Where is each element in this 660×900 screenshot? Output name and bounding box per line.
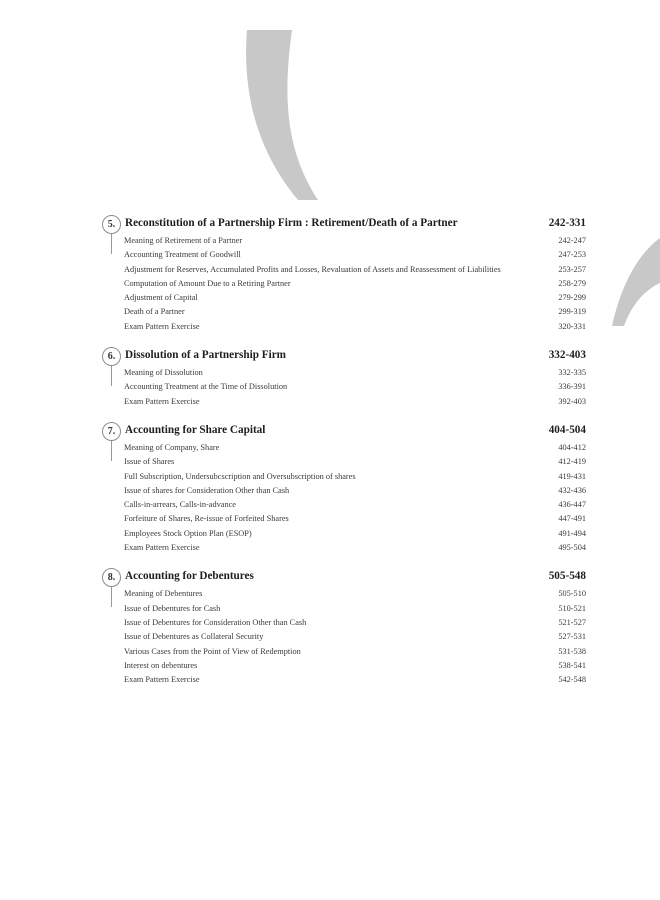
chapter-heading — [102, 347, 586, 366]
chapter-number-badge: 6. — [102, 347, 121, 366]
topic-page-range: 447-491 — [558, 514, 586, 524]
chapter-heading — [102, 422, 586, 441]
chapter-title: Accounting for Debentures — [125, 570, 254, 583]
topic-page-range: 521-527 — [558, 617, 586, 627]
topic-row — [124, 512, 586, 526]
chapter-page-range: 242-331 — [548, 217, 586, 229]
topic-row — [124, 484, 586, 498]
topic-page-range: 299-319 — [558, 307, 586, 317]
topic-list — [124, 441, 586, 555]
topic-title: Exam Pattern Exercise — [124, 321, 200, 331]
topic-list — [124, 587, 586, 687]
topic-page-range: 336-391 — [558, 382, 586, 392]
topic-row — [124, 320, 586, 334]
topic-title: Death of a Partner — [124, 307, 185, 317]
topic-title: Issue of Debentures for Cash — [124, 603, 221, 613]
topic-title: Issue of Shares — [124, 457, 175, 467]
chapter-title: Dissolution of a Partnership Firm — [125, 349, 286, 362]
chapter-title: Accounting for Share Capital — [125, 423, 266, 436]
topic-title: Computation of Amount Due to a Retiring Partner — [124, 278, 291, 288]
topic-title: Adjustment for Reserves, Accumulated Profits and Losses, Revaluation of Assets and Reassessment of Liabilities — [124, 265, 501, 275]
topic-row — [124, 616, 586, 630]
topic-row — [124, 645, 586, 659]
chapter-number-stem — [111, 366, 112, 386]
topic-list — [124, 234, 586, 334]
chapter-number-stem — [111, 441, 112, 461]
topic-row — [124, 234, 586, 248]
topic-title: Meaning of Retirement of a Partner — [124, 236, 243, 245]
topic-page-range: 279-299 — [558, 293, 586, 303]
chapter-title: Reconstitution of a Partnership Firm : Retirement/Death of a Partner — [125, 217, 458, 229]
chapter-number-badge: 7. — [102, 422, 121, 441]
topic-page-range: 505-510 — [558, 589, 586, 599]
topic-title: Issue of Debentures for Consideration Other than Cash — [124, 617, 307, 627]
chapter-number-badge: 5. — [102, 215, 121, 234]
topic-title: Forfeiture of Shares, Re-issue of Forfeited Shares — [124, 514, 289, 524]
topic-page-range: 247-253 — [558, 250, 586, 260]
chapter-heading — [102, 568, 586, 587]
topic-page-range: 542-548 — [558, 675, 586, 685]
chapter-page-range: 404-504 — [548, 423, 586, 436]
topic-title: Issue of shares for Consideration Other than Cash — [124, 485, 290, 495]
chapter-7 — [102, 422, 586, 555]
topic-page-range: 436-447 — [558, 500, 586, 510]
topic-title: Exam Pattern Exercise — [124, 675, 200, 685]
chapter-6 — [102, 347, 586, 409]
topic-page-range: 258-279 — [558, 278, 586, 288]
topic-page-range: 527-531 — [558, 632, 586, 642]
topic-row — [124, 659, 586, 673]
topic-page-range: 332-335 — [558, 368, 586, 378]
topic-title: Adjustment of Capital — [124, 293, 198, 303]
topic-page-range: 432-436 — [558, 485, 586, 495]
topic-title: Employees Stock Option Plan (ESOP) — [124, 528, 252, 538]
topic-page-range: 491-494 — [558, 528, 586, 538]
chapter-page-range: 505-548 — [548, 570, 586, 583]
topic-row — [124, 395, 586, 409]
topic-row — [124, 441, 586, 455]
topic-row — [124, 277, 586, 291]
topic-row — [124, 630, 586, 644]
topic-title: Exam Pattern Exercise — [124, 396, 200, 406]
topic-row — [124, 366, 586, 380]
topic-row — [124, 248, 586, 262]
topic-row — [124, 380, 586, 394]
chapter-number-stem — [111, 587, 112, 607]
topic-title: Accounting Treatment at the Time of Dissolution — [124, 382, 288, 392]
topic-row — [124, 602, 586, 616]
topic-page-range: 419-431 — [558, 471, 586, 481]
topic-row — [124, 305, 586, 319]
topic-title: Meaning of Debentures — [124, 589, 203, 599]
chapter-5 — [102, 215, 586, 334]
topic-row — [124, 673, 586, 687]
topic-title: Calls-in-arrears, Calls-in-advance — [124, 500, 236, 510]
topic-title: Interest on debentures — [124, 660, 198, 670]
topic-title: Meaning of Dissolution — [124, 368, 203, 378]
topic-title: Various Cases from the Point of View of Redemption — [124, 646, 301, 656]
table-of-contents — [102, 215, 586, 700]
topic-title: Meaning of Company, Share — [124, 442, 220, 452]
topic-list — [124, 366, 586, 409]
chapter-number-stem — [111, 234, 112, 254]
right-arc-shape — [612, 238, 660, 326]
topic-page-range: 510-521 — [558, 603, 586, 613]
topic-row — [124, 470, 586, 484]
chapter-number-badge: 8. — [102, 568, 121, 587]
topic-page-range: 320-331 — [558, 321, 586, 331]
topic-row — [124, 498, 586, 512]
topic-row — [124, 587, 586, 601]
topic-page-range: 531-538 — [558, 646, 586, 656]
topic-page-range: 412-419 — [558, 457, 586, 467]
topic-row — [124, 527, 586, 541]
topic-row — [124, 541, 586, 555]
topic-title: Issue of Debentures as Collateral Security — [124, 632, 264, 642]
topic-page-range: 392-403 — [558, 396, 586, 406]
topic-row — [124, 455, 586, 469]
topic-row — [124, 291, 586, 305]
topic-title: Accounting Treatment of Goodwill — [124, 250, 241, 260]
topic-title: Full Subscription, Undersubcscription and Oversubscription of shares — [124, 471, 356, 481]
topic-page-range: 242-247 — [558, 236, 586, 245]
chapter-heading — [102, 215, 586, 234]
topic-page-range: 538-541 — [558, 660, 586, 670]
topic-page-range: 253-257 — [558, 264, 586, 274]
topic-page-range: 495-504 — [558, 543, 586, 553]
topic-row — [124, 263, 586, 277]
top-arc-shape — [246, 30, 318, 200]
topic-title: Exam Pattern Exercise — [124, 543, 200, 553]
chapter-8 — [102, 568, 586, 687]
topic-page-range: 404-412 — [558, 442, 586, 452]
chapter-page-range: 332-403 — [548, 349, 586, 362]
